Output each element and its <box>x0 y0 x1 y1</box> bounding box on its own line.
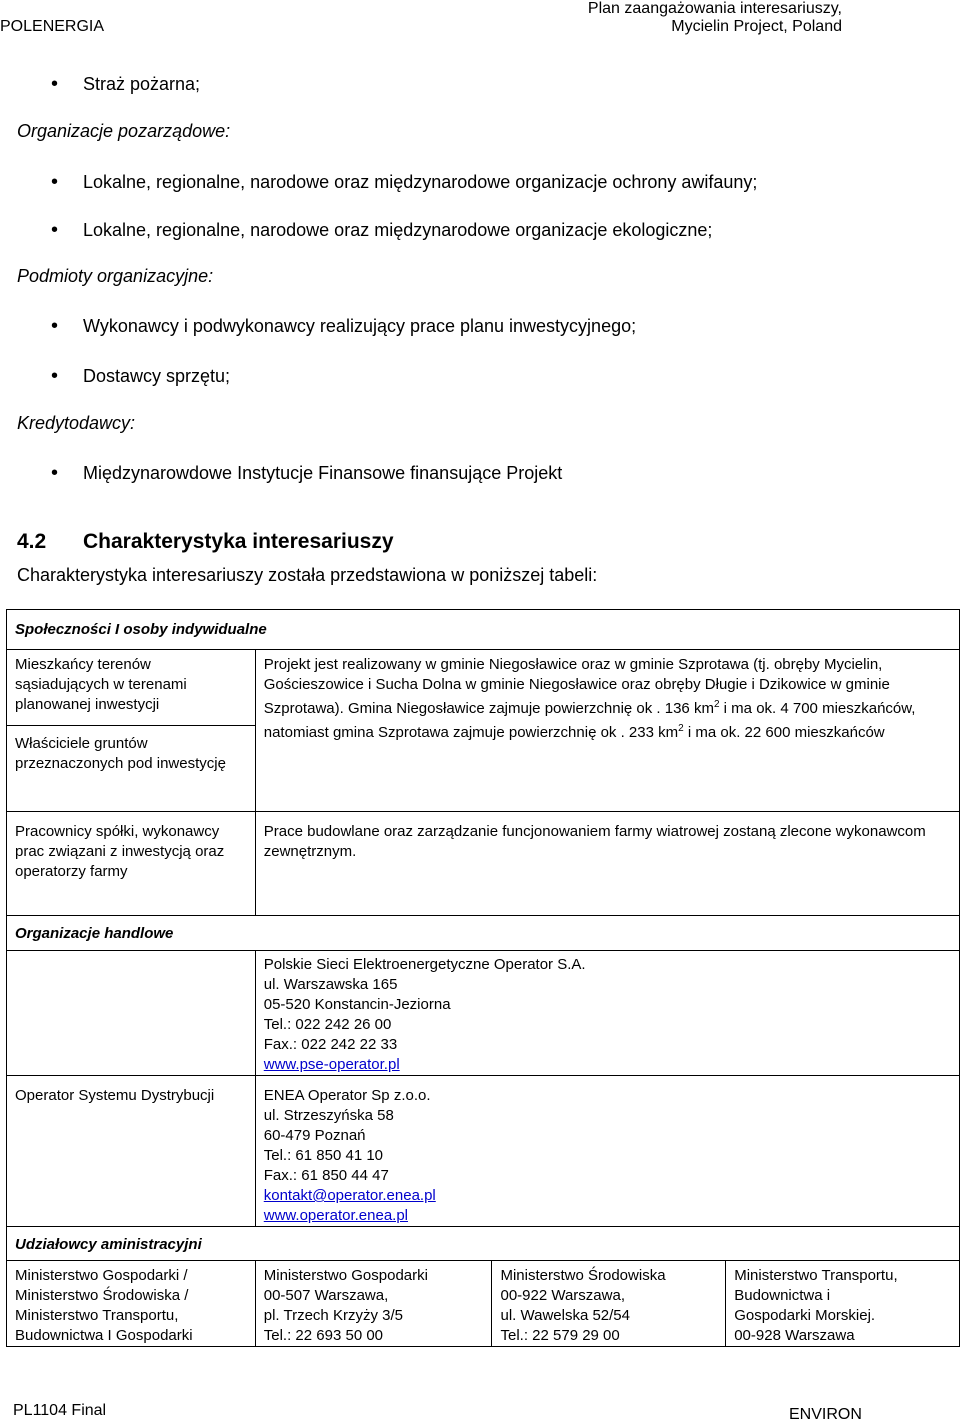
section-intro: Charakterystyka interesariuszy została przedstawiona w poniższej tabeli: <box>17 565 598 585</box>
footer-left: PL1104 Final <box>13 1402 107 1419</box>
group-heading-lenders: Kredytodawcy: <box>17 413 136 433</box>
footer-right: ENVIRON <box>789 1406 862 1423</box>
enea-contact: ENEA Operator Sp z.o.o. ul. Strzeszyńska 58 60-479 Poznań Tel.: 61 850 41 10 Fax.: 61 850 44 47 kontakt@operator.enea.pl www.operator.enea.pl <box>255 1076 959 1227</box>
list-item: • Wykonawcy i podwykonawcy realizujący prace planu inwestycyjnego; <box>83 315 636 337</box>
enea-email-link[interactable]: kontakt@operator.enea.pl <box>263 1187 436 1204</box>
ministry-economy-contact: Ministerstwo Gospodarki 00-507 Warszawa, pl. Trzech Krzyży 3/5 Tel.: 22 693 50 00 <box>255 1261 492 1347</box>
list-item: • Lokalne, regionalne, narodowe oraz międzynarodowe organizacje ochrony awifauny; <box>83 171 757 193</box>
group-heading-organizational: Podmioty organizacyjne: <box>17 266 214 286</box>
stakeholder-label: Mieszkańcy terenów sąsiadujących w terenami planowanej inwestycji <box>7 650 256 726</box>
header-company: POLENERGIA <box>0 18 105 35</box>
stakeholder-table <box>6 609 960 1347</box>
list-item: • Straż pożarna; <box>83 73 200 95</box>
stakeholder-label: Właściciele gruntów przeznaczonych pod inwestycję <box>7 726 256 812</box>
empty-cell <box>7 951 256 1076</box>
group-heading-ngo: Organizacje pozarządowe: <box>17 121 231 141</box>
header-title-line1: Plan zaangażowania interesariuszy, <box>587 0 842 17</box>
category-header: Organizacje handlowe <box>7 916 960 951</box>
stakeholder-description: Projekt jest realizowany w gminie Niegosławice oraz w gminie Szprotawa (tj. obręby Mycielin, Gościeszowice i Sucha Dolna w gminie Niegosławice oraz obręby Długie i Dzikowice w gminie Szprotawa). Gmina Niegosławice zajmuje powierzchnię ok . 136 $km^2$ i ma ok. 4 700 mieszkańców, natomiast gmina Szprotawa zajmuje powierzchnię ok . 233 $km^2$ i ma ok. 22 600 mieszkańców <box>255 650 959 812</box>
pse-contact: Polskie Sieci Elektroenergetyczne Operator S.A. ul. Warszawska 165 05-520 Konstancin-Jeziorna Tel.: 022 242 26 00 Fax.: 022 242 22 33 www.pse-operator.pl <box>255 951 959 1076</box>
enea-website-link[interactable]: www.operator.enea.pl <box>263 1207 409 1224</box>
pse-website-link[interactable]: www.pse-operator.pl <box>263 1056 400 1073</box>
stakeholder-label: Pracownicy spółki, wykonawcy prac związani z inwestycją oraz operatorzy farmy <box>7 812 256 916</box>
category-header: Udziałowcy aministracyjni <box>7 1227 960 1261</box>
header-title-line2: Mycielin Project, Poland <box>671 18 842 35</box>
list-item: • Dostawcy sprzętu; <box>83 365 230 387</box>
list-item: • Lokalne, regionalne, narodowe oraz międzynarodowe organizacje ekologiczne; <box>83 219 712 241</box>
ministry-transport-contact: Ministerstwo Transportu, Budownictwa i Gospodarki Morskiej. 00-928 Warszawa <box>726 1261 960 1347</box>
section-title: Charakterystyka interesariuszy <box>83 530 394 553</box>
stakeholder-label: Ministerstwo Gospodarki / Ministerstwo Środowiska / Ministerstwo Transportu, Budownictwa I Gospodarki <box>7 1261 256 1347</box>
category-header: Społeczności I osoby indywidualne <box>7 610 960 650</box>
section-number: 4.2 <box>17 530 47 553</box>
stakeholder-label: Operator Systemu Dystrybucji <box>7 1076 256 1227</box>
ministry-environment-contact: Ministerstwo Środowiska 00-922 Warszawa, ul. Wawelska 52/54 Tel.: 22 579 29 00 <box>492 1261 726 1347</box>
stakeholder-description: Prace budowlane oraz zarządzanie funcjonowaniem farmy wiatrowej zostaną zlecone wykonawcom zewnętrznym. <box>255 812 959 916</box>
list-item: • Międzynarowdowe Instytucje Finansowe finansujące Projekt <box>83 462 562 484</box>
